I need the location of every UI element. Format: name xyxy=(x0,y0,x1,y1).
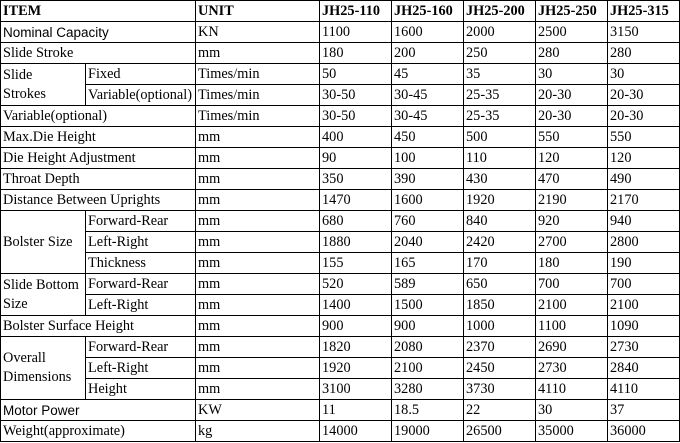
cell-value: 90 xyxy=(320,148,392,169)
cell-value: 1400 xyxy=(320,295,392,316)
cell-value: 1470 xyxy=(320,190,392,211)
cell-value: 30 xyxy=(608,64,680,85)
row-unit: mm xyxy=(196,316,320,337)
row-label: Weight(approximate) xyxy=(1,421,196,442)
cell-value: 1090 xyxy=(608,316,680,337)
cell-value: 1000 xyxy=(464,316,536,337)
cell-value: 1920 xyxy=(464,190,536,211)
cell-value: 180 xyxy=(536,253,608,274)
cell-value: 1920 xyxy=(320,358,392,379)
table-row xyxy=(1,337,680,358)
cell-value: 110 xyxy=(464,148,536,169)
cell-value: 1820 xyxy=(320,337,392,358)
row-unit: mm xyxy=(196,43,320,64)
table-row xyxy=(1,253,680,274)
table-row xyxy=(1,316,680,337)
cell-value: 2080 xyxy=(392,337,464,358)
cell-value: 280 xyxy=(608,43,680,64)
cell-value: 3280 xyxy=(392,379,464,400)
cell-value: 2700 xyxy=(536,232,608,253)
cell-value: 2450 xyxy=(464,358,536,379)
cell-value: 400 xyxy=(320,127,392,148)
cell-value: 550 xyxy=(536,127,608,148)
row-label: Nominal Capacity xyxy=(1,22,196,43)
cell-value: 20-30 xyxy=(608,85,680,106)
cell-value: 20-30 xyxy=(536,106,608,127)
table-row xyxy=(1,85,680,106)
row-unit: Times/min xyxy=(196,106,320,127)
row-label: Bolster Surface Height xyxy=(1,316,196,337)
table-row xyxy=(1,148,680,169)
table-row xyxy=(1,22,680,43)
cell-value: 3100 xyxy=(320,379,392,400)
cell-value: 4110 xyxy=(536,379,608,400)
row-unit: Times/min xyxy=(196,85,320,106)
cell-value: 30-50 xyxy=(320,85,392,106)
row-label: Variable(optional) xyxy=(1,106,196,127)
cell-value: 2730 xyxy=(536,358,608,379)
cell-value: 2370 xyxy=(464,337,536,358)
table-row xyxy=(1,211,680,232)
cell-value: 2100 xyxy=(536,295,608,316)
group-label-line: Overall xyxy=(3,350,46,366)
cell-value: 1850 xyxy=(464,295,536,316)
row-unit: KN xyxy=(196,22,320,43)
cell-value: 26500 xyxy=(464,421,536,442)
cell-value: 25-35 xyxy=(464,106,536,127)
cell-value: 2190 xyxy=(536,190,608,211)
row-label: Throat Depth xyxy=(1,169,196,190)
cell-value: 30-50 xyxy=(320,106,392,127)
cell-value: 520 xyxy=(320,274,392,295)
cell-value: 35 xyxy=(464,64,536,85)
sub-label: Variable(optional) xyxy=(86,85,196,106)
cell-value: 1100 xyxy=(536,316,608,337)
cell-value: 180 xyxy=(320,43,392,64)
cell-value: 30 xyxy=(536,400,608,421)
cell-value: 120 xyxy=(608,148,680,169)
table-row xyxy=(1,421,680,442)
row-label: Distance Between Uprights xyxy=(1,190,196,211)
table-row xyxy=(1,358,680,379)
table-row xyxy=(1,43,680,64)
cell-value: 20-30 xyxy=(536,85,608,106)
cell-value: 37 xyxy=(608,400,680,421)
header-model: JH25-160 xyxy=(392,1,464,22)
cell-value: 840 xyxy=(464,211,536,232)
cell-value: 14000 xyxy=(320,421,392,442)
table-row xyxy=(1,274,680,295)
group-label-bolster-size: Bolster Size xyxy=(1,211,86,274)
table-row xyxy=(1,106,680,127)
table-row xyxy=(1,232,680,253)
table-row xyxy=(1,400,680,421)
row-unit: mm xyxy=(196,148,320,169)
cell-value: 680 xyxy=(320,211,392,232)
cell-value: 11 xyxy=(320,400,392,421)
row-label: Motor Power xyxy=(1,400,196,421)
sub-label: Left-Right xyxy=(86,232,196,253)
cell-value: 700 xyxy=(608,274,680,295)
sub-label: Forward-Rear xyxy=(86,274,196,295)
header-model: JH25-250 xyxy=(536,1,608,22)
cell-value: 3150 xyxy=(608,22,680,43)
row-label: Slide Stroke xyxy=(1,43,196,64)
sub-label: Left-Right xyxy=(86,295,196,316)
row-unit: mm xyxy=(196,169,320,190)
cell-value: 280 xyxy=(536,43,608,64)
row-unit: kg xyxy=(196,421,320,442)
header-model: JH25-200 xyxy=(464,1,536,22)
row-unit: mm xyxy=(196,211,320,232)
cell-value: 900 xyxy=(392,316,464,337)
cell-value: 100 xyxy=(392,148,464,169)
cell-value: 700 xyxy=(536,274,608,295)
group-label-overall-dimensions xyxy=(1,337,86,400)
row-unit: Times/min xyxy=(196,64,320,85)
cell-value: 900 xyxy=(320,316,392,337)
cell-value: 2840 xyxy=(608,358,680,379)
cell-value: 920 xyxy=(536,211,608,232)
cell-value: 30-45 xyxy=(392,85,464,106)
cell-value: 550 xyxy=(608,127,680,148)
sub-label: Height xyxy=(86,379,196,400)
sub-label: Fixed xyxy=(86,64,196,85)
cell-value: 190 xyxy=(608,253,680,274)
row-label: Max.Die Height xyxy=(1,127,196,148)
cell-value: 165 xyxy=(392,253,464,274)
header-row xyxy=(1,1,680,22)
group-label-line: Slide Bottom xyxy=(3,276,79,293)
cell-value: 350 xyxy=(320,169,392,190)
table-row xyxy=(1,127,680,148)
row-unit: mm xyxy=(196,190,320,211)
group-label-line: Dimensions xyxy=(3,369,72,385)
cell-value: 490 xyxy=(608,169,680,190)
table-row xyxy=(1,295,680,316)
header-model: JH25-315 xyxy=(608,1,680,22)
cell-value: 470 xyxy=(536,169,608,190)
cell-value: 2690 xyxy=(536,337,608,358)
cell-value: 1880 xyxy=(320,232,392,253)
row-label: Die Height Adjustment xyxy=(1,148,196,169)
cell-value: 20-30 xyxy=(608,106,680,127)
sub-label: Left-Right xyxy=(86,358,196,379)
row-unit: mm xyxy=(196,337,320,358)
cell-value: 50 xyxy=(320,64,392,85)
cell-value: 450 xyxy=(392,127,464,148)
cell-value: 2730 xyxy=(608,337,680,358)
cell-value: 2100 xyxy=(392,358,464,379)
group-label-line: Size xyxy=(3,295,28,312)
group-label-line: Slide xyxy=(3,66,33,83)
cell-value: 2800 xyxy=(608,232,680,253)
group-label-line: Strokes xyxy=(3,85,46,102)
cell-value: 30 xyxy=(536,64,608,85)
cell-value: 1500 xyxy=(392,295,464,316)
row-unit: mm xyxy=(196,127,320,148)
table-row xyxy=(1,169,680,190)
header-model: JH25-110 xyxy=(320,1,392,22)
cell-value: 2170 xyxy=(608,190,680,211)
cell-value: 200 xyxy=(392,43,464,64)
cell-value: 155 xyxy=(320,253,392,274)
cell-value: 30-45 xyxy=(392,106,464,127)
cell-value: 170 xyxy=(464,253,536,274)
table-row xyxy=(1,190,680,211)
header-unit: UNIT xyxy=(196,1,320,22)
row-unit: mm xyxy=(196,379,320,400)
cell-value: 18.5 xyxy=(392,400,464,421)
cell-value: 430 xyxy=(464,169,536,190)
sub-label: Forward-Rear xyxy=(86,337,196,358)
header-item: ITEM xyxy=(1,1,196,22)
cell-value: 1600 xyxy=(392,190,464,211)
cell-value: 250 xyxy=(464,43,536,64)
row-unit: mm xyxy=(196,253,320,274)
cell-value: 390 xyxy=(392,169,464,190)
row-unit: mm xyxy=(196,274,320,295)
cell-value: 1100 xyxy=(320,22,392,43)
cell-value: 2000 xyxy=(464,22,536,43)
cell-value: 2040 xyxy=(392,232,464,253)
cell-value: 940 xyxy=(608,211,680,232)
cell-value: 45 xyxy=(392,64,464,85)
row-unit: mm xyxy=(196,232,320,253)
cell-value: 2100 xyxy=(608,295,680,316)
sub-label: Thickness xyxy=(86,253,196,274)
cell-value: 22 xyxy=(464,400,536,421)
cell-value: 120 xyxy=(536,148,608,169)
row-unit: KW xyxy=(196,400,320,421)
cell-value: 25-35 xyxy=(464,85,536,106)
cell-value: 2500 xyxy=(536,22,608,43)
cell-value: 760 xyxy=(392,211,464,232)
group-label-slide-bottom-size xyxy=(1,274,86,316)
cell-value: 589 xyxy=(392,274,464,295)
group-label-slide-strokes xyxy=(1,64,86,106)
cell-value: 1600 xyxy=(392,22,464,43)
sub-label: Forward-Rear xyxy=(86,211,196,232)
cell-value: 36000 xyxy=(608,421,680,442)
cell-value: 19000 xyxy=(392,421,464,442)
cell-value: 650 xyxy=(464,274,536,295)
row-unit: mm xyxy=(196,358,320,379)
cell-value: 2420 xyxy=(464,232,536,253)
row-unit: mm xyxy=(196,295,320,316)
cell-value: 4110 xyxy=(608,379,680,400)
cell-value: 35000 xyxy=(536,421,608,442)
cell-value: 3730 xyxy=(464,379,536,400)
cell-value: 500 xyxy=(464,127,536,148)
table-row xyxy=(1,64,680,85)
table-row xyxy=(1,379,680,400)
